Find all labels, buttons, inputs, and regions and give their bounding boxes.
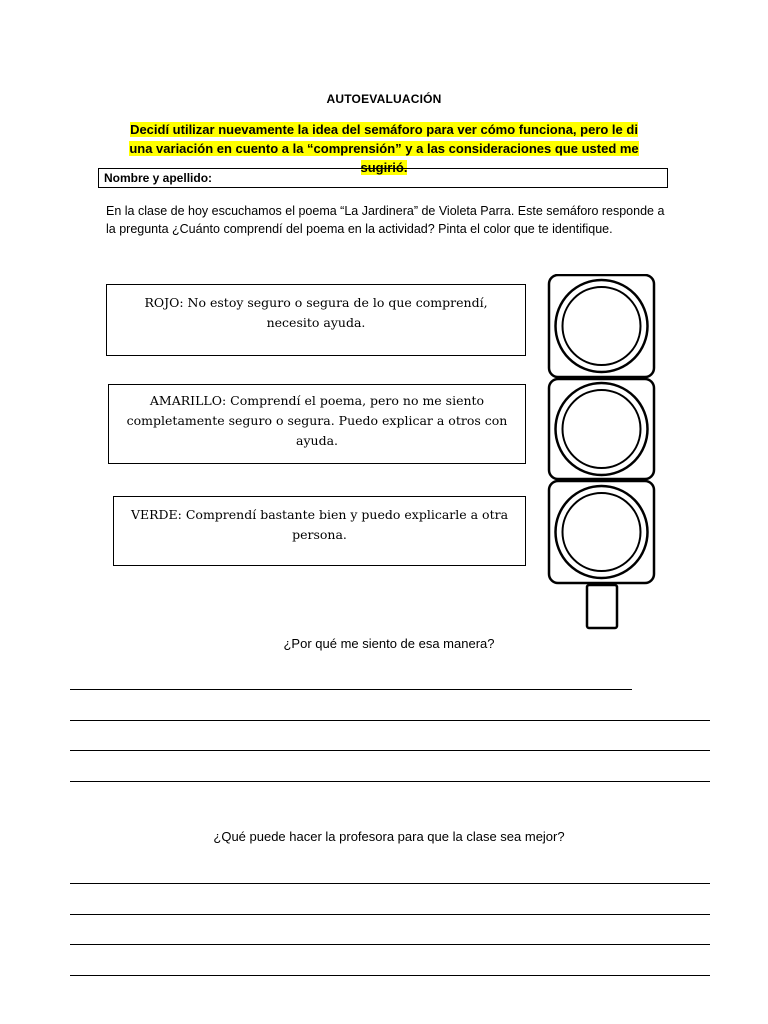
page-title: AUTOEVALUACIÓN	[326, 92, 442, 106]
answer-line-q1-3[interactable]	[70, 750, 710, 751]
name-field[interactable]	[98, 168, 668, 188]
level-yellow-box: AMARILLO: Comprendí el poema, pero no me siento completamente seguro o segura. Puedo explicar a otros con ayuda.	[108, 384, 526, 464]
level-red-box: ROJO: No estoy seguro o segura de lo que comprendí, necesito ayuda.	[106, 284, 526, 356]
answer-line-q1-2[interactable]	[70, 720, 710, 721]
traffic-light-icon	[546, 274, 658, 639]
instructions-text: En la clase de hoy escuchamos el poema “La Jardinera” de Violeta Parra. Este semáforo responde a la pregunta ¿Cuánto comprendí del poema en la actividad? Pinta el color que te identifique.	[106, 204, 665, 236]
question-2: ¿Qué puede hacer la profesora para que la clase sea mejor?	[213, 829, 565, 844]
answer-line-q2-3[interactable]	[70, 944, 710, 945]
intro-highlight: Decidí utilizar nuevamente la idea del semáforo para ver cómo funciona, pero le di una variación en cuento a la “comprensión” y a las consideraciones que usted me sugirió.	[129, 122, 639, 175]
answer-line-q2-2[interactable]	[70, 914, 710, 915]
lamp-yellow[interactable]	[563, 390, 641, 468]
question-1: ¿Por qué me siento de esa manera?	[283, 636, 495, 651]
answer-line-q2-4[interactable]	[70, 975, 710, 976]
lamp-green[interactable]	[563, 493, 641, 571]
level-green-box: VERDE: Comprendí bastante bien y puedo explicarle a otra persona.	[113, 496, 526, 566]
answer-line-q1-4[interactable]	[70, 781, 710, 782]
name-label: Nombre y apellido:	[104, 171, 213, 185]
answer-line-q2-1[interactable]	[70, 883, 710, 884]
lamp-red[interactable]	[563, 287, 641, 365]
answer-line-q1-1[interactable]	[70, 689, 632, 690]
traffic-light-pole	[587, 585, 617, 628]
